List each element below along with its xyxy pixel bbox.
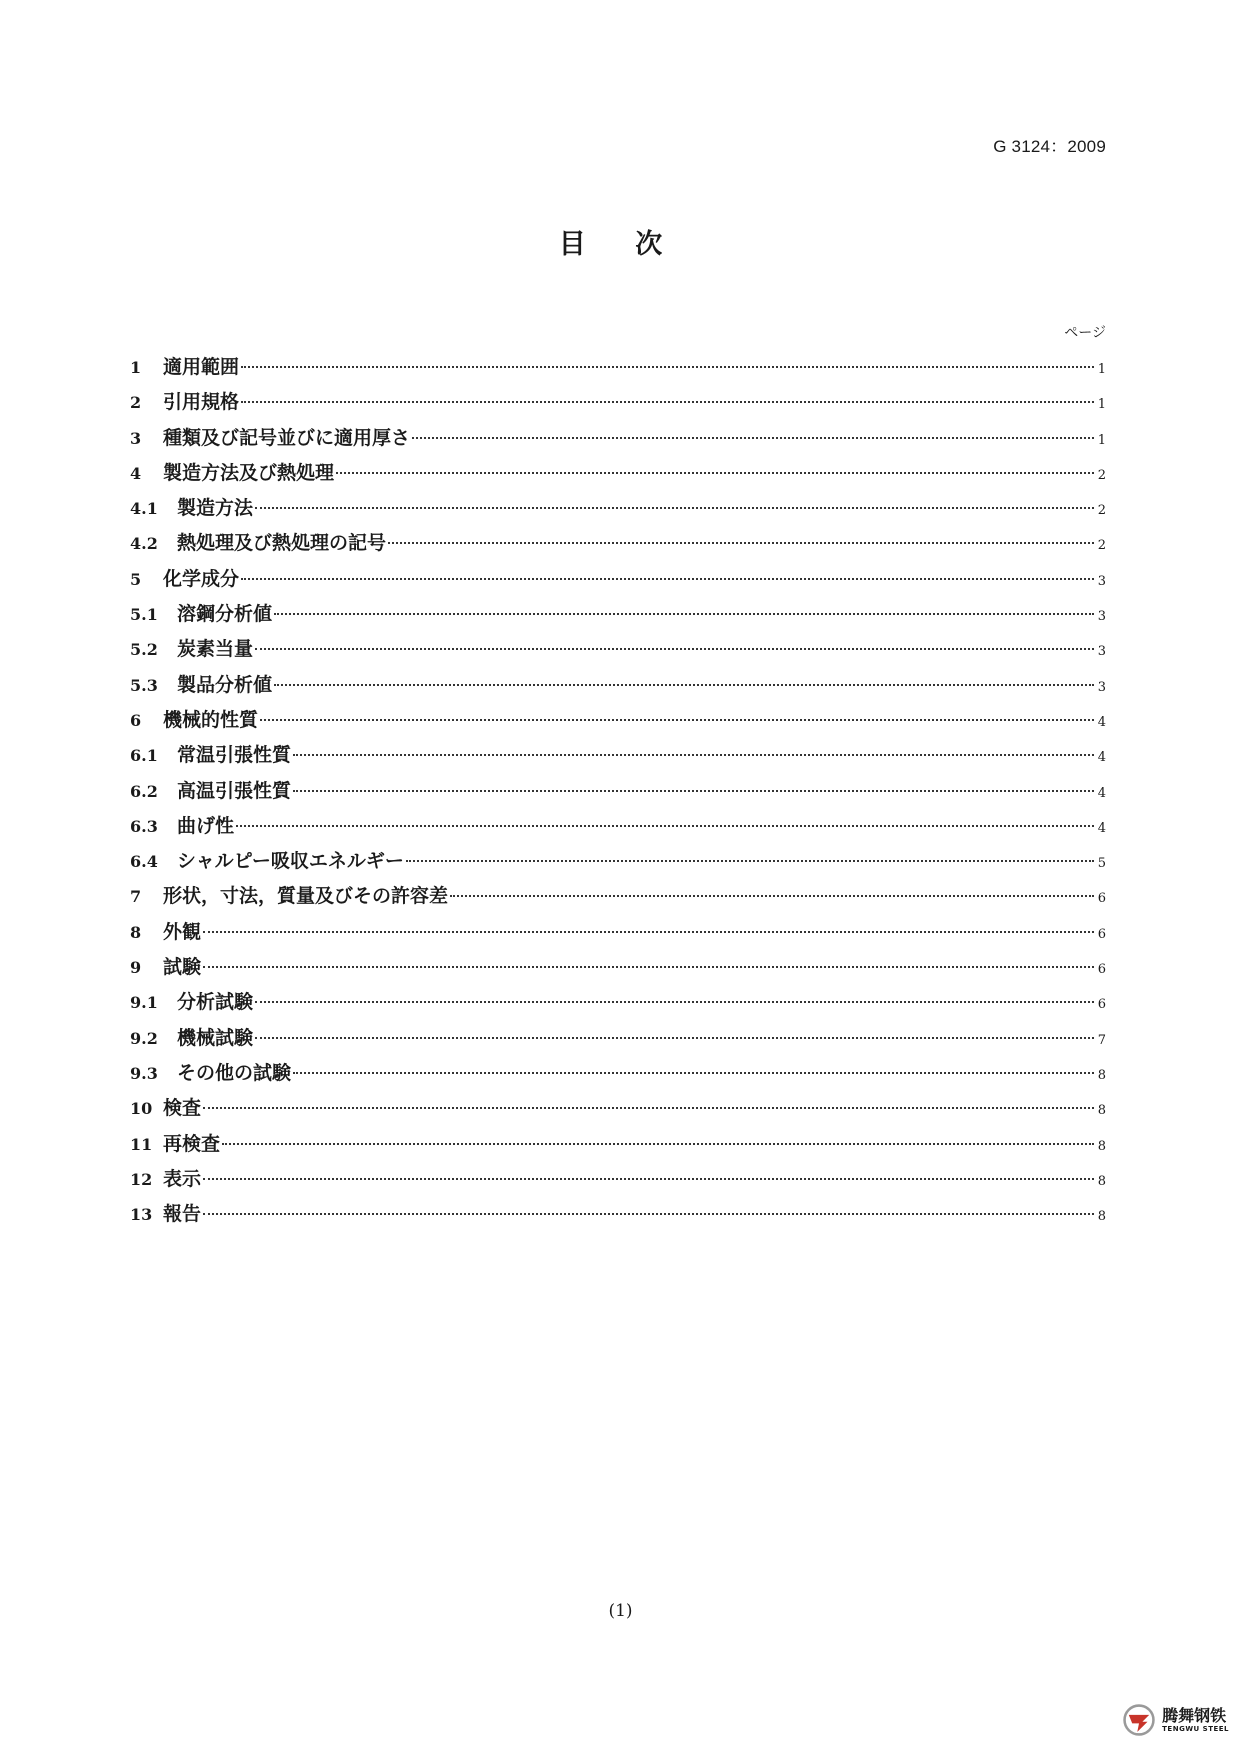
toc-entry-page: 1	[1097, 432, 1106, 448]
toc-entry-number: 12	[130, 1169, 153, 1189]
toc-entry-number: 9.2	[130, 1028, 158, 1048]
toc-entry	[130, 632, 1106, 667]
toc-entry-page: 3	[1097, 679, 1106, 695]
toc-entry	[130, 421, 1106, 456]
toc-entry-page: 6	[1097, 962, 1106, 978]
toc-dot-leader	[274, 684, 1094, 686]
toc-entry	[130, 456, 1106, 491]
toc-dot-leader	[203, 1178, 1094, 1180]
toc-dot-leader	[255, 507, 1094, 509]
toc-entry-number: 11	[130, 1134, 153, 1154]
toc-entry-page: 8	[1097, 1209, 1106, 1225]
toc-dot-leader	[241, 366, 1094, 368]
toc-dot-leader	[274, 613, 1094, 615]
toc-entry-page: 8	[1097, 1067, 1106, 1083]
toc-entry-title: 形状，寸法，質量及びその許容差	[163, 885, 449, 908]
toc-dot-leader	[241, 401, 1094, 403]
toc-entry-number: 4.2	[130, 534, 158, 554]
toc-dot-leader	[241, 578, 1094, 580]
toc-entry-title: 試験	[163, 956, 202, 979]
watermark-text-en: TENGWU STEEL	[1162, 1724, 1229, 1733]
toc-dot-leader	[293, 754, 1094, 756]
toc-entry	[130, 385, 1106, 420]
toc-entry-title: 化学成分	[163, 567, 240, 590]
toc-entry-number: 5.1	[130, 605, 158, 625]
toc-entry-title: 再検査	[163, 1132, 221, 1155]
document-code: G 3124：2009	[993, 137, 1106, 156]
toc-dot-leader	[255, 648, 1094, 650]
toc-entry-page: 6	[1097, 997, 1106, 1013]
toc-entry-number: 6.2	[130, 781, 158, 801]
toc-entry	[130, 350, 1106, 385]
toc-entry	[130, 985, 1106, 1020]
toc-entry-number: 6.1	[130, 746, 158, 766]
toc-dot-leader	[203, 1107, 1094, 1109]
toc-entry	[130, 597, 1106, 632]
toc-entry-title: 炭素当量	[177, 638, 254, 661]
toc-entry-page: 4	[1097, 714, 1106, 730]
toc-dot-leader	[222, 1143, 1094, 1145]
toc-entry-page: 7	[1097, 1032, 1106, 1048]
toc-entry-number: 5.2	[130, 640, 158, 660]
toc-entry	[130, 526, 1106, 561]
toc-entry	[130, 1021, 1106, 1056]
toc-dot-leader	[236, 825, 1094, 827]
toc-dot-leader	[203, 931, 1094, 933]
toc-dot-leader	[412, 437, 1094, 439]
toc-dot-leader	[388, 542, 1094, 544]
toc-entry-title: シャルピー吸収エネルギー	[177, 850, 404, 873]
toc-dot-leader	[450, 895, 1094, 897]
toc-entry-title: 機械試験	[177, 1026, 254, 1049]
toc-dot-leader	[203, 966, 1094, 968]
toc-entry-number: 5.3	[130, 675, 158, 695]
toc-entry-title: 分析試験	[177, 991, 254, 1014]
toc-entry-number: 9.1	[130, 993, 158, 1013]
toc-dot-leader	[293, 1072, 1094, 1074]
toc-entry	[130, 1091, 1106, 1126]
toc-entry-page: 5	[1097, 856, 1106, 872]
toc-dot-leader	[255, 1001, 1094, 1003]
toc-entry	[130, 1127, 1106, 1162]
toc-entry-number: 3	[130, 428, 142, 448]
toc-entry-title: 製品分析値	[177, 673, 273, 696]
toc-entry-page: 4	[1097, 820, 1106, 836]
toc-dot-leader	[203, 1213, 1094, 1215]
toc-entry-number: 6	[130, 710, 142, 730]
toc-title: 目 次	[558, 229, 683, 260]
toc-entry-title: 表示	[163, 1167, 202, 1190]
toc-entry-title: 溶鋼分析値	[177, 603, 273, 626]
toc-entry-title: 曲げ性	[177, 814, 235, 837]
toc-entry	[130, 950, 1106, 985]
toc-dot-leader	[255, 1037, 1094, 1039]
toc-entry-number: 7	[130, 887, 142, 907]
toc-entry-page: 4	[1097, 785, 1106, 801]
toc-entry-title: 製造方法	[177, 497, 254, 520]
toc-dot-leader	[406, 860, 1094, 862]
toc-entry-title: 製造方法及び熱処理	[163, 461, 335, 484]
toc-entry-number: 6.3	[130, 816, 158, 836]
toc-entry-page: 2	[1097, 538, 1106, 554]
toc-entry	[130, 915, 1106, 950]
toc-entry	[130, 809, 1106, 844]
toc-entry-number: 10	[130, 1099, 153, 1119]
page-number: (1)	[608, 1601, 633, 1621]
toc-entry-title: 引用規格	[163, 391, 240, 414]
toc-entry-number: 5	[130, 569, 142, 589]
toc-entry-number: 8	[130, 922, 142, 942]
toc-entry	[130, 738, 1106, 773]
page-column-header: ページ	[1064, 325, 1106, 341]
toc-entry-number: 1	[130, 358, 142, 377]
toc-entry-page: 8	[1097, 1138, 1106, 1154]
toc-entry-page: 4	[1097, 750, 1106, 766]
toc-entry-page: 6	[1097, 891, 1106, 907]
toc-dot-leader	[336, 472, 1094, 474]
toc-list	[130, 350, 1106, 1232]
toc-entry-number: 4	[130, 463, 142, 483]
toc-entry-page: 3	[1097, 609, 1106, 625]
toc-entry	[130, 562, 1106, 597]
toc-entry-title: 検査	[163, 1097, 202, 1120]
tengwu-logo-icon	[1122, 1703, 1156, 1737]
toc-entry	[130, 703, 1106, 738]
toc-entry	[130, 1056, 1106, 1091]
toc-dot-leader	[293, 790, 1094, 792]
toc-entry-page: 3	[1097, 644, 1106, 660]
toc-entry-number: 13	[130, 1205, 153, 1225]
toc-entry-number: 4.1	[130, 499, 158, 519]
toc-entry-number: 9.3	[130, 1063, 158, 1083]
toc-entry	[130, 879, 1106, 914]
toc-entry-title: 熱処理及び熱処理の記号	[177, 532, 387, 555]
toc-entry-title: 常温引張性質	[177, 744, 292, 767]
toc-entry-number: 9	[130, 958, 142, 978]
toc-entry-page: 1	[1097, 397, 1106, 413]
toc-entry-number: 2	[130, 393, 142, 413]
toc-entry-page: 2	[1097, 467, 1106, 483]
toc-entry-title: 種類及び記号並びに適用厚さ	[163, 426, 411, 449]
toc-entry-number: 6.4	[130, 852, 158, 872]
toc-entry	[130, 1197, 1106, 1232]
toc-entry	[130, 668, 1106, 703]
toc-entry-title: 適用範囲	[163, 356, 240, 378]
toc-entry-title: 報告	[163, 1203, 202, 1226]
toc-entry-page: 8	[1097, 1173, 1106, 1189]
toc-entry-page: 8	[1097, 1103, 1106, 1119]
toc-entry-page: 6	[1097, 926, 1106, 942]
toc-entry-page: 3	[1097, 573, 1106, 589]
toc-entry-title: 機械的性質	[163, 708, 259, 731]
watermark-text-cn: 腾舞钢铁	[1162, 1705, 1227, 1725]
toc-entry	[130, 844, 1106, 879]
toc-entry	[130, 1162, 1106, 1197]
toc-entry	[130, 491, 1106, 526]
watermark	[1122, 1703, 1229, 1737]
toc-dot-leader	[260, 719, 1094, 721]
toc-entry-page: 1	[1097, 362, 1106, 377]
toc-entry	[130, 774, 1106, 809]
toc-entry-title: 高温引張性質	[177, 779, 292, 802]
toc-entry-page: 2	[1097, 503, 1106, 519]
toc-entry-title: 外観	[163, 920, 202, 943]
toc-entry-title: その他の試験	[177, 1061, 292, 1084]
